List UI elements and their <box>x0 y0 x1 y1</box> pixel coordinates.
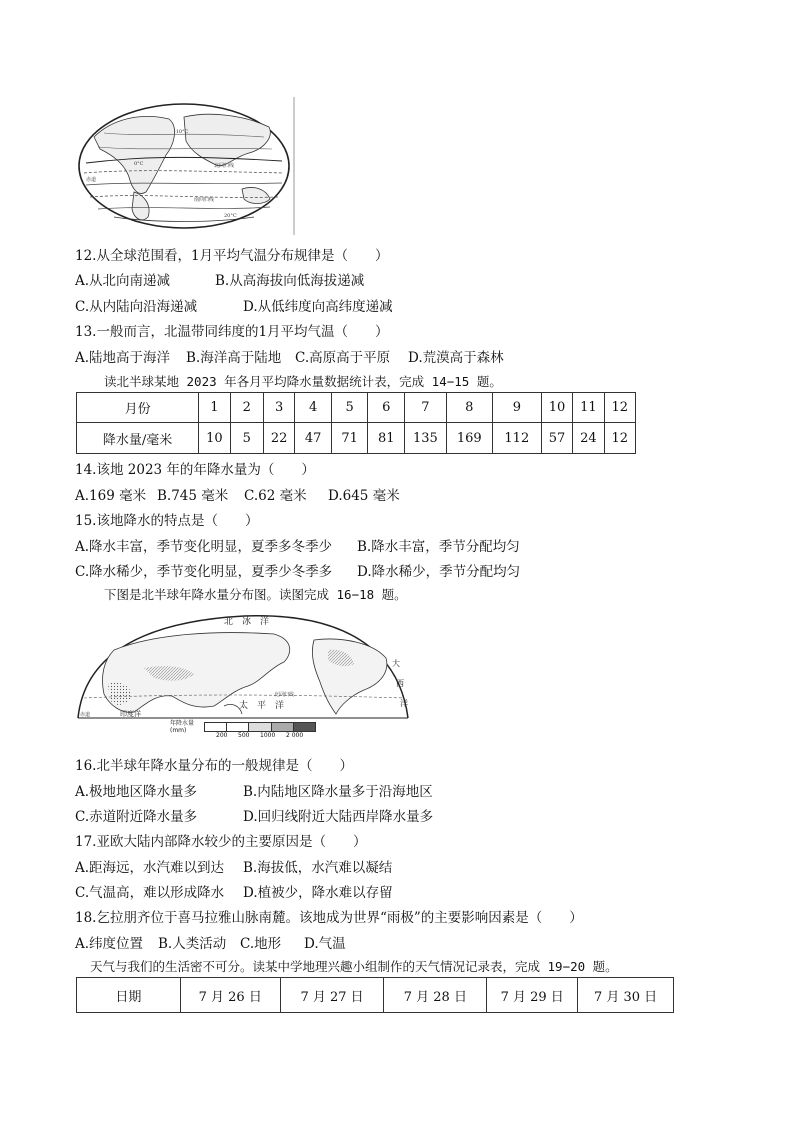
q15-option-c[interactable]: C.降水稀少，季节变化明显，夏季少冬季多 <box>75 564 333 580</box>
legend-title <box>170 720 194 734</box>
q16-option-b[interactable]: B.内陆地区降水量多于沿海地区 <box>243 784 433 800</box>
precip-cell: 169 <box>446 423 492 454</box>
pacific-ocean-label: 太 平 洋 <box>239 701 285 711</box>
arctic-ocean-label: 北 冰 洋 <box>224 617 270 627</box>
q18-stem: 18.乞拉朋齐位于喜马拉雅山脉南麓。该地成为世界“雨极”的主要影响因素是（ ） <box>75 910 583 926</box>
month-cell: 1 <box>199 393 230 423</box>
q14-option-b[interactable]: B.745 毫米 <box>157 488 229 504</box>
date-cell: 7 月 30 日 <box>578 978 674 1013</box>
month-cell: 12 <box>604 393 635 423</box>
map1-tropic-label: 北回归线 <box>214 163 235 169</box>
q17-stem: 17.亚欧大陆内部降水较少的主要原因是（ ） <box>75 834 367 850</box>
legend-swatch <box>272 723 294 731</box>
q17-option-d[interactable]: D.植被少，降水难以存留 <box>243 885 393 901</box>
q16-option-a[interactable]: A.极地地区降水量多 <box>75 784 198 800</box>
atlantic-ocean-label-1: 大 <box>392 659 400 668</box>
legend-swatch <box>249 723 271 731</box>
weather-record-table <box>76 977 674 1013</box>
q12-option-d[interactable]: D.从低纬度向高纬度递减 <box>243 299 393 315</box>
legend-unit-text: (mm) <box>170 727 187 734</box>
precipitation-map <box>74 610 414 742</box>
legend-tick: 2 000 <box>286 732 304 739</box>
table-row-dates <box>77 978 674 1013</box>
precip-cell: 81 <box>368 423 405 454</box>
row-label-precip: 降水量/毫米 <box>77 423 199 454</box>
row-label-month: 月份 <box>77 393 199 423</box>
precip-cell: 22 <box>264 423 295 454</box>
atlantic-ocean-label-2: 西 <box>396 679 404 688</box>
month-cell: 7 <box>405 393 447 423</box>
map1-equator-label: 赤道 <box>86 177 97 183</box>
q18-option-a[interactable]: A.纬度位置 <box>75 936 144 952</box>
legend-tick: 200 <box>216 732 228 739</box>
q13-option-b[interactable]: B.海洋高于陆地 <box>186 350 282 366</box>
q15-option-a[interactable]: A.降水丰富，季节变化明显，夏季多冬季少 <box>75 539 333 555</box>
precip-cell: 47 <box>295 423 332 454</box>
legend-title-text: 年降水量 <box>170 720 195 727</box>
q16-options-row1 <box>75 780 433 800</box>
month-cell: 11 <box>573 393 604 423</box>
q17-option-a[interactable]: A.距海远，水汽难以到达 <box>75 860 225 876</box>
legend-tick: 1000 <box>260 732 276 739</box>
q14-option-d[interactable]: D.645 毫米 <box>328 488 400 504</box>
precip-cell: 112 <box>492 423 541 454</box>
q12-option-c[interactable]: C.从内陆向沿海递减 <box>75 299 198 315</box>
month-cell: 4 <box>295 393 332 423</box>
legend-swatch <box>294 723 315 731</box>
q13-option-d[interactable]: D.荒漠高于森林 <box>408 350 504 366</box>
q13-option-c[interactable]: C.高原高于平原 <box>295 350 391 366</box>
q17-option-b[interactable]: B.海拔低，水汽难以凝结 <box>243 860 393 876</box>
month-cell: 9 <box>492 393 541 423</box>
date-cell: 7 月 27 日 <box>280 978 384 1013</box>
q18-option-d[interactable]: D.气温 <box>304 936 346 952</box>
q12-option-a[interactable]: A.从北向南递减 <box>75 273 171 289</box>
q13-option-a[interactable]: A.陆地高于海洋 <box>75 350 171 366</box>
q15-options-row2 <box>75 560 520 580</box>
q16-stem: 16.北半球年降水量分布的一般规律是（ ） <box>75 758 353 774</box>
q17-options-row1 <box>75 856 392 876</box>
map1-tropic-south-label: 南回归线 <box>194 197 215 203</box>
isotherm-map-drawing <box>74 97 299 235</box>
q15-option-b[interactable]: B.降水丰富，季节分配均匀 <box>357 539 520 555</box>
q12-options-row1 <box>75 269 364 289</box>
q17-options-row2 <box>75 881 393 901</box>
intro-19-20: 天气与我们的生活密不可分。读某中学地理兴趣小组制作的天气情况记录表，完成 19−20 题。 <box>90 959 618 974</box>
q18-option-b[interactable]: B.人类活动 <box>158 936 227 952</box>
q12-option-b[interactable]: B.从高海拔向低海拔递减 <box>215 273 365 289</box>
legend-swatch <box>227 723 249 731</box>
q14-options <box>75 484 400 504</box>
map1-isotherm-0-label: 0°C <box>134 161 144 167</box>
q15-option-d[interactable]: D.降水稀少，季节分配均匀 <box>357 564 521 580</box>
month-cell: 3 <box>264 393 295 423</box>
date-cell: 7 月 28 日 <box>384 978 487 1013</box>
q15-stem: 15.该地降水的特点是（ ） <box>75 513 259 529</box>
q13-options <box>75 346 504 366</box>
date-cell: 7 月 26 日 <box>180 978 280 1013</box>
q14-option-c[interactable]: C.62 毫米 <box>244 488 307 504</box>
legend-swatch <box>205 723 227 731</box>
map2-tropic-label: 北回归线 <box>274 692 295 698</box>
q16-options-row2 <box>75 805 433 825</box>
row-label-date: 日期 <box>77 978 181 1013</box>
precip-cell: 71 <box>331 423 368 454</box>
q18-option-c[interactable]: C.地形 <box>240 936 282 952</box>
precip-cell: 12 <box>604 423 635 454</box>
q12-options-row2 <box>75 295 393 315</box>
date-cell: 7 月 29 日 <box>487 978 578 1013</box>
q16-option-d[interactable]: D.回归线附近大陆西岸降水量多 <box>243 809 434 825</box>
map1-isotherm-neg10-label: -10°C <box>174 129 189 135</box>
month-cell: 6 <box>368 393 405 423</box>
legend-scale <box>204 722 316 732</box>
month-cell: 2 <box>230 393 263 423</box>
q16-option-c[interactable]: C.赤道附近降水量多 <box>75 809 198 825</box>
month-cell: 5 <box>331 393 368 423</box>
precip-cell: 10 <box>199 423 230 454</box>
atlantic-ocean-label-3: 洋 <box>400 699 408 708</box>
precipitation-table <box>76 392 636 454</box>
table-row-months <box>77 393 636 423</box>
month-cell: 8 <box>446 393 492 423</box>
map2-equator-label: 赤道 <box>80 712 91 718</box>
precip-cell: 57 <box>541 423 572 454</box>
q12-stem: 12.从全球范围看，1月平均气温分布规律是（ ） <box>75 248 389 264</box>
table-row-precipitation <box>77 423 636 454</box>
q17-option-c[interactable]: C.气温高，难以形成降水 <box>75 885 225 901</box>
precip-cell: 5 <box>230 423 263 454</box>
q15-options-row1 <box>75 535 520 555</box>
q18-options <box>75 932 346 952</box>
q13-stem: 13.一般而言，北温带同纬度的1月平均气温（ ） <box>75 324 389 340</box>
month-cell: 10 <box>541 393 572 423</box>
precip-cell: 135 <box>405 423 447 454</box>
q14-stem: 14.该地 2023 年的年降水量为（ ） <box>75 462 315 478</box>
precip-cell: 24 <box>573 423 604 454</box>
intro-16-18: 下图是北半球年降水量分布图。读图完成 16−18 题。 <box>104 587 407 602</box>
legend-tick: 500 <box>238 732 250 739</box>
world-isotherm-map <box>74 97 299 235</box>
q14-option-a[interactable]: A.169 毫米 <box>75 488 147 504</box>
intro-14-15: 读北半球某地 2023 年各月平均降水量数据统计表，完成 14−15 题。 <box>104 374 502 389</box>
map1-isotherm-20-label: 20°C <box>224 213 237 219</box>
indian-ocean-label: 印度洋 <box>120 710 141 718</box>
